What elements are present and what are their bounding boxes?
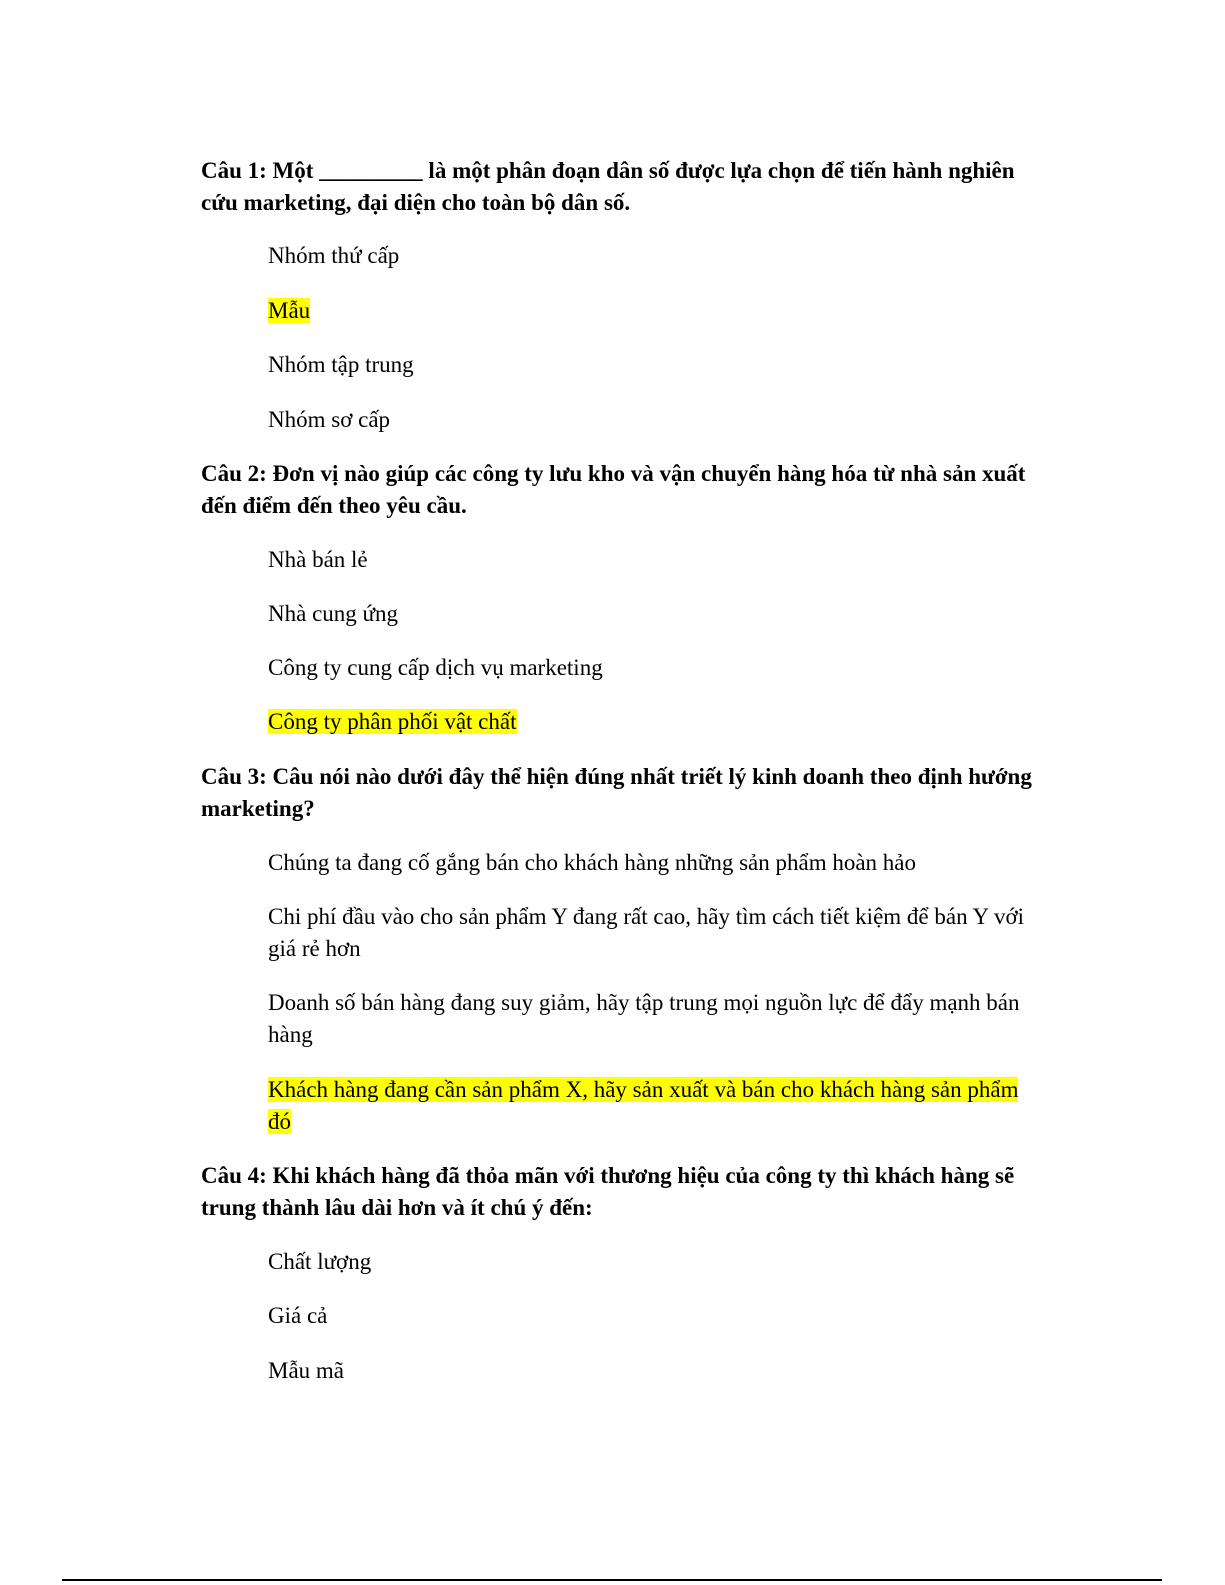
question-2: Câu 2: Đơn vị nào giúp các công ty lưu kho và vận chuyển hàng hóa từ nhà sản xuất đến điểm đến theo yêu cầu. [201, 461, 1026, 518]
answer-highlight: Mẫu [268, 298, 311, 323]
answer-highlight: Công ty phân phối vật chất [268, 709, 517, 734]
answer-highlight: Khách hàng đang cần sản phẩm X, hãy sản xuất và bán cho khách hàng sản phẩm đó [268, 1077, 1019, 1134]
question-3: Câu 3: Câu nói nào dưới đây thể hiện đúng nhất triết lý kinh doanh theo định hướng marketing? [201, 764, 1032, 821]
q3-option-c: Doanh số bán hàng đang suy giảm, hãy tập trung mọi nguồn lực để đẩy mạnh bán hàng [268, 990, 1020, 1047]
q2-option-c: Công ty cung cấp dịch vụ marketing [268, 655, 603, 680]
q2-option-b: Nhà cung ứng [268, 601, 398, 626]
question-4: Câu 4: Khi khách hàng đã thỏa mãn với thương hiệu của công ty thì khách hàng sẽ trung thành lâu dài hơn và ít chú ý đến: [201, 1163, 1015, 1220]
q3-option-b: Chi phí đầu vào cho sản phẩm Y đang rất cao, hãy tìm cách tiết kiệm để bán Y với giá rẻ hơn [268, 904, 1025, 961]
q4-option-a: Chất lượng [268, 1249, 372, 1274]
q4-option-b: Giá cả [268, 1303, 328, 1328]
q3-option-d-answer [268, 1074, 1038, 1138]
q2-option-a: Nhà bán lẻ [268, 547, 368, 572]
q4-option-c: Mẫu mã [268, 1358, 345, 1383]
q3-option-a: Chúng ta đang cố gắng bán cho khách hàng những sản phẩm hoàn hảo [268, 850, 916, 875]
q1-option-d: Nhóm sơ cấp [268, 407, 391, 432]
question-1: Câu 1: Một _________ là một phân đoạn dân số được lựa chọn để tiến hành nghiên cứu marketing, đại diện cho toàn bộ dân số. [201, 158, 1015, 215]
q1-option-b-answer [268, 295, 1038, 327]
q1-option-c: Nhóm tập trung [268, 352, 414, 377]
q2-option-d-answer [268, 706, 1038, 738]
q1-option-a: Nhóm thứ cấp [268, 243, 400, 268]
page-bottom-rule [62, 1579, 1162, 1581]
